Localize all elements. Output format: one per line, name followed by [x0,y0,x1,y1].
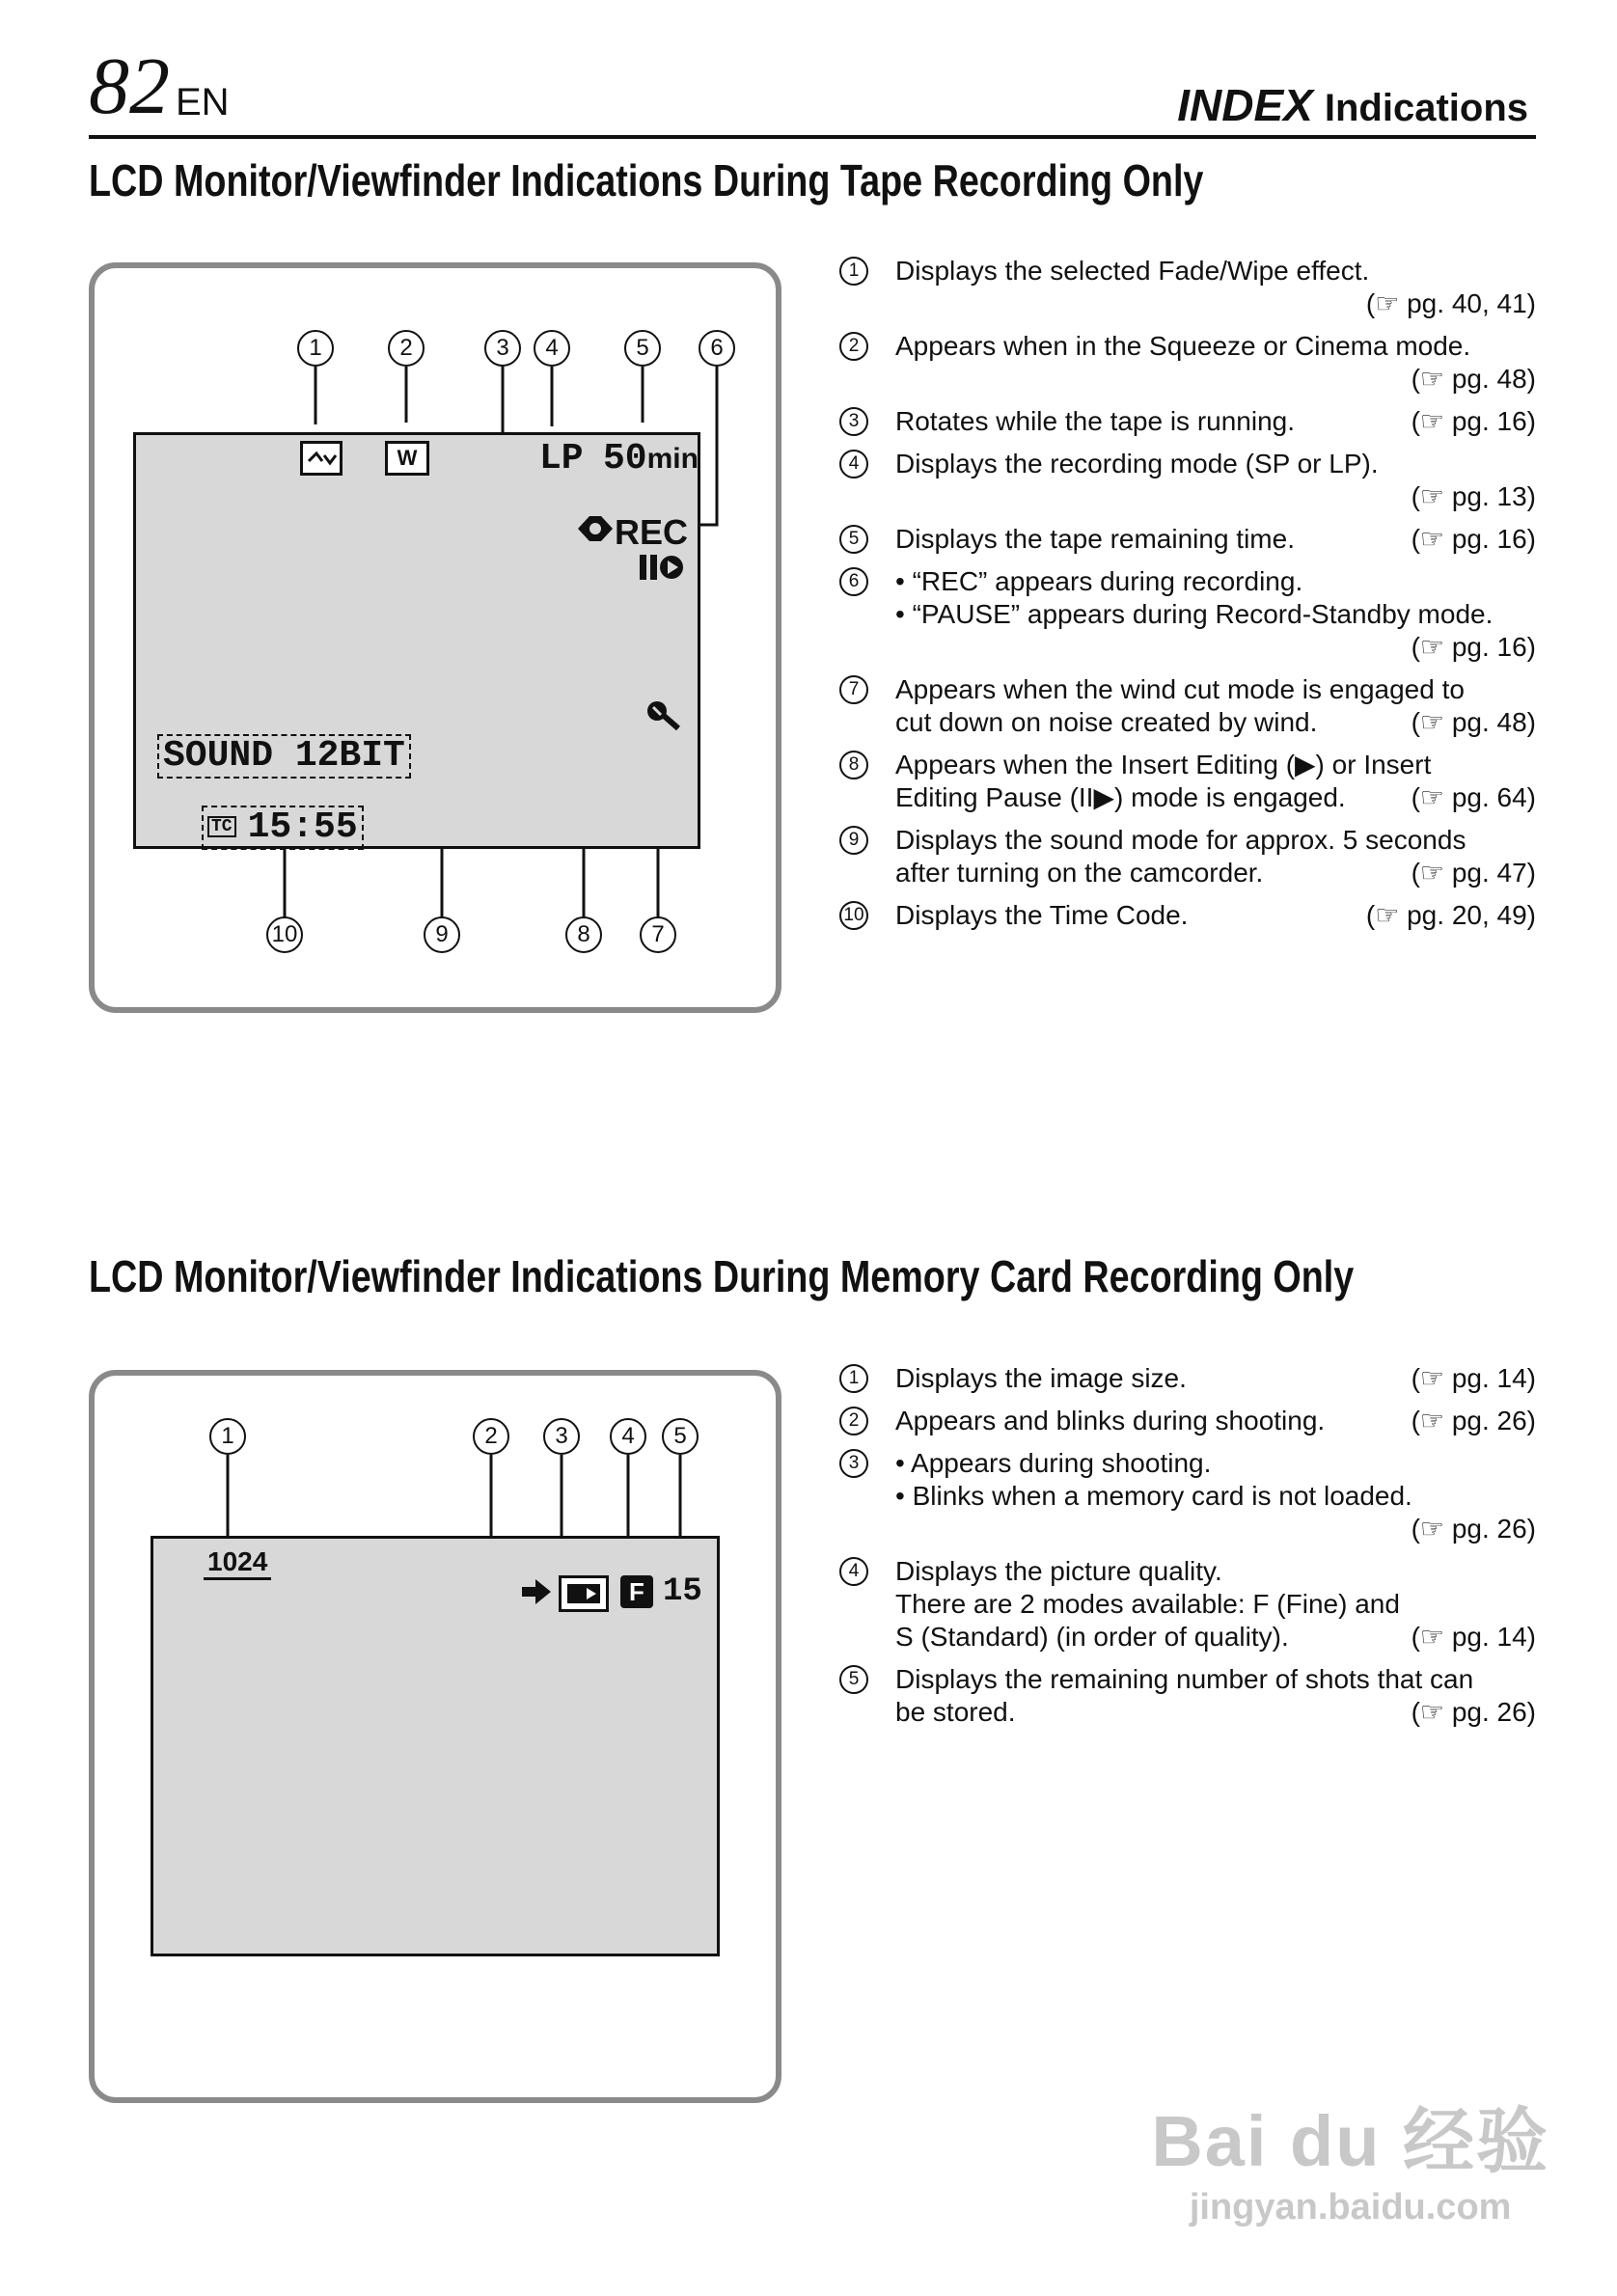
callout-2: 2 [473,1418,509,1455]
item-text: Appears when the Insert Editing (▶) or Insert [895,750,1432,779]
lcd-screen [133,432,700,849]
section-label: Indications [1324,87,1528,129]
page-ref: (☞ pg. 47) [1411,858,1536,888]
page-ref: (☞ pg. 16) [1411,406,1536,436]
page-ref: (☞ pg. 14) [1411,1363,1536,1393]
item-bullet: • Appears during shooting. [895,1448,1212,1478]
item-text: Appears when the wind cut mode is engaged to [895,674,1465,704]
item-bullet: • “PAUSE” appears during Record-Standby mode. [895,599,1494,629]
item-number: 1 [839,1364,868,1393]
lcd-screen [151,1536,720,1956]
list-item [839,565,1536,664]
item-number: 8 [839,751,868,779]
list-item [839,749,1536,814]
page-ref: (☞ pg. 64) [1411,782,1536,812]
insert-edit-pause-icon [638,551,684,588]
callout-10: 10 [266,916,303,953]
section1-descriptions [839,255,1536,942]
list-item [839,1663,1536,1729]
item-number: 5 [839,525,868,554]
item-number: 10 [839,901,868,930]
item-text: after turning on the camcorder. [895,858,1264,888]
shooting-arrow-icon [520,1577,555,1611]
page-ref: (☞ pg. 48) [1411,364,1536,394]
index-label: INDEX [1177,80,1313,130]
item-number: 4 [839,450,868,478]
list-item [839,673,1536,739]
tc-label: TC [207,816,236,837]
item-number: 4 [839,1557,868,1586]
item-number: 9 [839,826,868,855]
callout-3: 3 [543,1418,580,1455]
squeeze-icon: W [385,441,429,476]
list-item [839,1447,1536,1545]
list-item [839,1362,1536,1395]
item-bullet: • Blinks when a memory card is not loaded. [895,1481,1412,1511]
list-item [839,523,1536,556]
item-number: 5 [839,1665,868,1694]
callout-6: 6 [699,330,735,367]
page-ref: (☞ pg. 26) [1411,1406,1536,1435]
callout-7: 7 [640,916,676,953]
item-text: Displays the Time Code. [895,900,1189,930]
item-text: Rotates while the tape is running. [895,406,1296,436]
callout-1: 1 [209,1418,246,1455]
list-item [839,330,1536,396]
watermark-url: jingyan.baidu.com [1189,2187,1512,2228]
callout-5: 5 [662,1418,699,1455]
callout-3: 3 [484,330,521,367]
recording-mode: LP [539,438,584,479]
time-code [202,806,364,850]
sound-mode: SOUND 12BIT [157,734,411,779]
image-size: 1024 [204,1546,271,1580]
header-rule [89,135,1536,139]
callout-4: 4 [610,1418,646,1455]
item-number: 1 [839,257,868,286]
memory-card-icon [559,1575,609,1612]
page-ref: (☞ pg. 48) [1411,707,1536,737]
item-number: 2 [839,1407,868,1435]
item-number: 3 [839,407,868,436]
card-lcd-diagram [89,1370,781,2103]
item-text: Displays the sound mode for approx. 5 seconds [895,825,1466,855]
list-item [839,405,1536,438]
page-ref: (☞ pg. 26) [1411,1514,1536,1544]
section2-descriptions [839,1362,1536,1738]
wind-cut-icon [645,697,684,735]
section1-title: LCD Monitor/Viewfinder Indications During Tape Recording Only [89,155,1204,205]
item-text: cut down on noise created by wind. [895,707,1318,737]
page-ref: (☞ pg. 20, 49) [1365,900,1536,930]
list-item [839,255,1536,320]
item-text: Displays the tape remaining time. [895,524,1295,554]
tape-remaining [603,438,699,479]
callout-8: 8 [565,916,602,953]
page-ref: (☞ pg. 40, 41) [1365,288,1536,318]
item-text: There are 2 modes available: F (Fine) and [895,1589,1400,1619]
item-text: be stored. [895,1697,1016,1727]
list-item [839,899,1536,932]
item-text: Appears when in the Squeeze or Cinema mode. [895,331,1471,361]
page-number: 82 [89,41,170,131]
tape-remaining-unit: min [646,443,699,475]
callout-4: 4 [534,330,570,367]
page-ref: (☞ pg. 14) [1411,1622,1536,1652]
watermark [1151,2085,1549,2228]
item-number: 6 [839,567,868,596]
item-text: Displays the image size. [895,1363,1187,1393]
page-ref: (☞ pg. 16) [1411,632,1536,662]
remaining-shots: 15 [663,1573,702,1610]
item-text: Editing Pause (II▶) mode is engaged. [895,782,1346,812]
callout-1: 1 [297,330,334,367]
item-text: Displays the recording mode (SP or LP). [895,449,1379,478]
quality-badge: F [620,1575,653,1608]
rec-indicator: REC [615,512,689,552]
section2-title: LCD Monitor/Viewfinder Indications During Memory Card Recording Only [89,1251,1355,1301]
page-ref: (☞ pg. 16) [1411,524,1536,554]
page-ref: (☞ pg. 13) [1411,481,1536,511]
item-text: Appears and blinks during shooting. [895,1406,1326,1435]
item-number: 2 [839,332,868,361]
callout-2: 2 [388,330,425,367]
item-bullet: • “REC” appears during recording. [895,566,1303,596]
time-code-value: 15:55 [247,806,358,848]
callout-5: 5 [624,330,661,367]
item-number: 3 [839,1449,868,1478]
list-item [839,1555,1536,1654]
item-text: Displays the selected Fade/Wipe effect. [895,256,1370,286]
list-item [839,824,1536,889]
page-ref: (☞ pg. 26) [1411,1697,1536,1727]
tape-running-icon [576,512,615,550]
item-text: S (Standard) (in order of quality). [895,1622,1289,1652]
item-text: Displays the picture quality. [895,1556,1222,1586]
running-header [1177,79,1528,131]
tape-lcd-diagram [89,262,781,1013]
item-number: 7 [839,675,868,704]
fade-wipe-icon [300,441,343,476]
callout-9: 9 [424,916,460,953]
list-item [839,448,1536,513]
list-item [839,1405,1536,1437]
page-language: EN [176,81,230,123]
watermark-brand: Bai du 经验 [1151,2101,1549,2181]
item-text: Displays the remaining number of shots that can [895,1664,1474,1694]
tape-remaining-value: 50 [603,438,647,479]
